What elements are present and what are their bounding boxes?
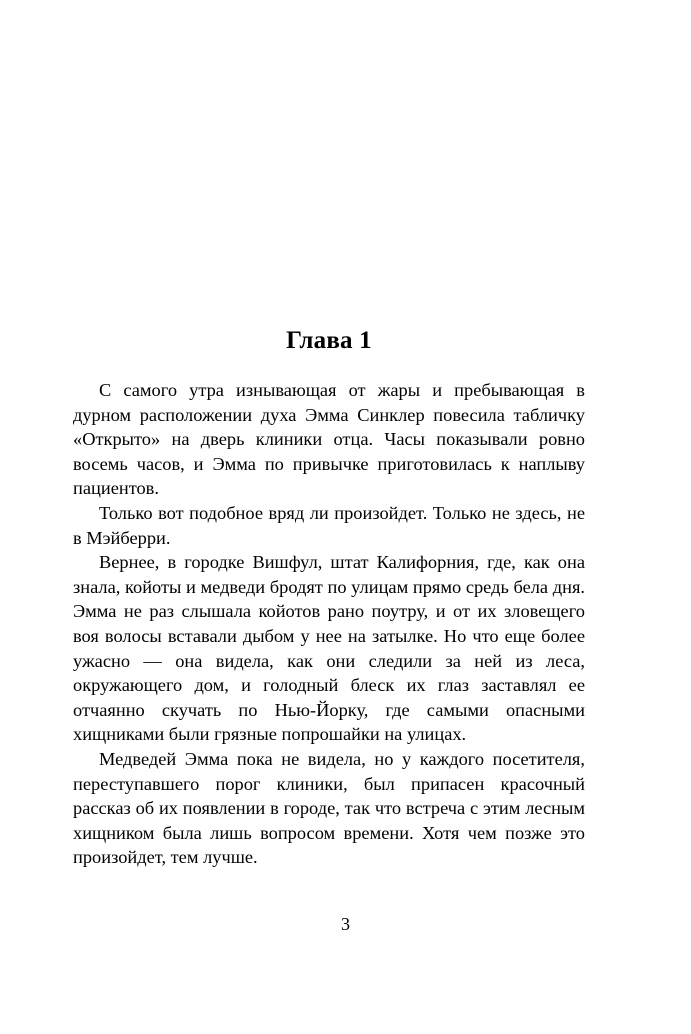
body-copy (73, 378, 585, 870)
paragraph: С самого утра изнывающая от жары и пребывающая в дурном расположении духа Эмма Синклер повесила табличку «Открыто» на дверь клиники отца. Часы показывали ровно восемь часов, и Эмма по привычке приготовилась к наплыву пациентов. (73, 380, 585, 499)
page-text-block (73, 326, 585, 870)
chapter-title: Глава 1 (286, 327, 372, 354)
page-number: 3 (341, 914, 350, 934)
paragraph: Медведей Эмма пока не видела, но у каждого посетителя, переступавшего порог клиники, был припасен красочный рассказ об их появлении в городе, так что встреча с этим лесным хищником была лишь вопросом времени. Хотя чем позже это произойдет, тем лучше. (73, 748, 585, 868)
paragraph: Только вот подобное вряд ли произойдет. Только не здесь, не в Мэйберри. (73, 502, 585, 548)
paragraph: Вернее, в городке Вишфул, штат Калифорния, где, как она знала, койоты и медведи бродят по улицам прямо средь бела дня. Эмма не раз слышала койотов рано поутру, и от их зловещего воя волосы вставали дыбом у нее на затылке. Но что еще более ужасно — она видела, как они следили за ней из леса, окружающего дом, и голодный блеск их глаз заставлял ее отчаянно скучать по Нью-Йорку, где самыми опасными хищниками были грязные попрошайки на улицах. (73, 552, 585, 745)
